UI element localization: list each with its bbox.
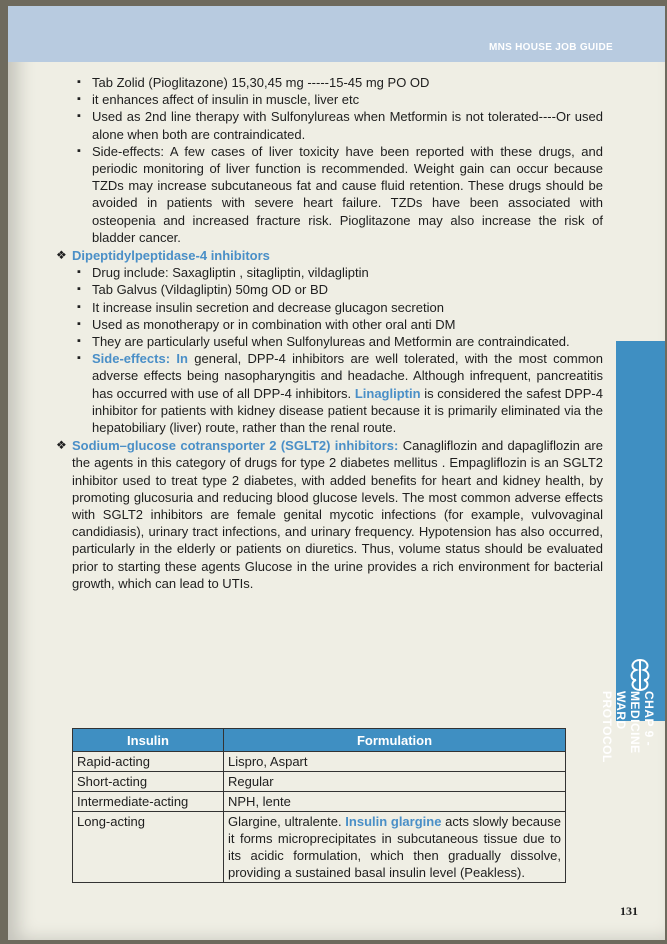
table-cell: NPH, lente xyxy=(224,792,566,812)
side-effects-label: Side-effects: xyxy=(92,351,171,367)
list-item: ▪ Tab Zolid (Pioglitazone) 15,30,45 mg -----15-45 mg PO OD xyxy=(80,74,603,91)
dpp4-side-effects-item xyxy=(80,350,603,436)
linagliptin-label: Linagliptin xyxy=(354,385,421,401)
table-cell: Regular xyxy=(224,772,566,792)
list-item: ▪ Tab Galvus (Vildagliptin) 50mg OD or BD xyxy=(80,281,603,298)
side-effects-text: general, DPP-4 inhibitors are well tolerated, with the most common adverse effects being nasopharyngitis and headache. Although infrequent, pancreatitis has occurred with use of all DPP-4 inhibitors. xyxy=(92,351,603,401)
table-row xyxy=(73,752,566,772)
table-cell: Short-acting xyxy=(73,772,224,792)
medical-knot-icon xyxy=(626,658,654,698)
diamond-bullet-icon: ❖ xyxy=(56,248,67,263)
sglt2-text: Canagliflozin and dapagliflozin are the agents in this category of drugs for type 2 diabetes mellitus . Empagliflozin is an SGLT2 inhibitor used to treat type 2 diabetes, with added benefits for heart and kidney health, by promoting glucosuria and reducing blood glucose levels. The most common adverse effects with SGLT2 inhibitors are female genital mycotic infections (for example, vulvovaginal candidiasis), urinary tract infections, and urinary frequency. Hypotension has also occurred, particularly in the elderly or patients on diuretics. Thus, volume status should be evaluated prior to starting these agents Glucose in the urine provides a rich environment for bacterial growth, which can lead to UTIs. xyxy=(72,438,603,591)
list-item: ▪ It increase insulin secretion and decrease glucagon secretion xyxy=(80,299,603,316)
sglt2-section xyxy=(58,437,603,592)
chapter-tab-label: CHAP 9 - MEDICINE WARD PROTOCOL xyxy=(600,691,656,763)
long-acting-post: acts slowly because it forms microprecipitates in subcutaneous tissue due to its acidic formulation, which then gradually dissolve, providing a sustained basal insulin level (Peakless). xyxy=(228,814,561,880)
dpp4-heading-text: Dipeptidylpeptidase-4 inhibitors xyxy=(72,248,270,264)
column-header: Insulin xyxy=(73,729,224,752)
table-cell: Rapid-acting xyxy=(73,752,224,772)
dpp4-list xyxy=(58,264,603,436)
table-row xyxy=(73,792,566,812)
sglt2-heading: Sodium–glucose cotransporter 2 (SGLT2) inhibitors: xyxy=(72,438,399,454)
side-effects-in: In xyxy=(176,351,188,367)
tzd-list xyxy=(58,74,603,246)
page-number: 131 xyxy=(620,904,638,918)
running-head: MNS HOUSE JOB GUIDE xyxy=(488,42,613,53)
table-row xyxy=(73,812,566,883)
long-acting-pre: Glargine, ultralente. xyxy=(228,814,342,829)
list-item: ▪ They are particularly useful when Sulfonylureas and Metformin are contraindicated. xyxy=(80,333,603,350)
table-row xyxy=(73,772,566,792)
chapter-side-tab xyxy=(600,341,665,763)
table-cell: Long-acting xyxy=(73,812,224,883)
list-item: ▪ it enhances affect of insulin in muscle, liver etc xyxy=(80,91,603,108)
list-item: ▪ Drug include: Saxagliptin , sitagliptin, vildagliptin xyxy=(80,264,603,281)
list-item: ▪ Used as monotherapy or in combination with other oral anti DM xyxy=(80,316,603,333)
header-band xyxy=(8,6,665,62)
table-header-row xyxy=(73,729,566,752)
table-cell xyxy=(224,812,566,883)
diamond-bullet-icon: ❖ xyxy=(56,438,67,453)
table-cell: Lispro, Aspart xyxy=(224,752,566,772)
table-cell: Intermediate-acting xyxy=(73,792,224,812)
insulin-glargine-label: Insulin glargine xyxy=(345,814,442,829)
list-item: ▪ Used as 2nd line therapy with Sulfonylureas when Metformin is not tolerated----Or used alone when both are contraindicated. xyxy=(80,108,603,142)
column-header: Formulation xyxy=(224,729,566,752)
linagliptin-text: is considered the safest DPP-4 inhibitor for patients with kidney disease patient because it is primarily eliminated via the hepatobiliary (liver) route, rather than the renal route. xyxy=(92,385,603,436)
dpp4-heading xyxy=(58,247,603,264)
insulin-table xyxy=(72,728,566,883)
book-page xyxy=(8,6,665,940)
page-content xyxy=(58,74,603,592)
list-item: ▪ Side-effects: A few cases of liver toxicity have been reported with these drugs, and periodic monitoring of liver function is recommended. Weight gain can occur because TZDs may increase subcutaneous fat and cause fluid retention. These drugs should be avoided in patients with severe heart failure. TZDs have been associated with osteopenia and increased fracture risk. Pioglitazone may also increase the risk of bladder cancer. xyxy=(80,143,603,246)
